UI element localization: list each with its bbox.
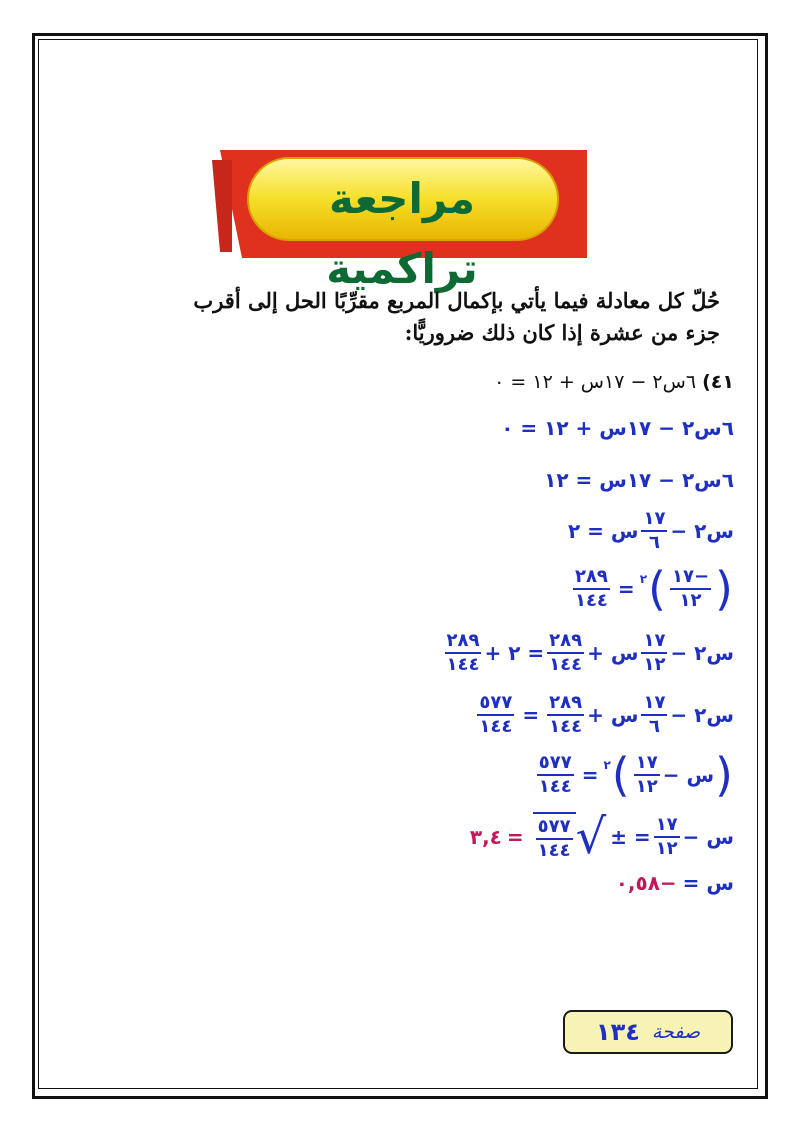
- frac-denominator: ١٢: [655, 838, 678, 859]
- step-1: ٦س٢ − ١٧س + ١٢ = ٠: [501, 416, 734, 440]
- frac-denominator: ٦: [648, 532, 660, 553]
- step-8-fraction-a: [654, 814, 680, 860]
- step-6-lhs: س٢ −: [670, 703, 734, 727]
- square-root: [533, 809, 607, 865]
- problem-equation: ٦س٢ − ١٧س + ١٢ = ٠: [494, 371, 697, 393]
- frac-denominator: ١٤٤: [538, 776, 572, 797]
- instruction-line-1: حُلّ كل معادلة فيما يأتي بإكمال المربع مقرِّبًا الحل إلى أقرب: [193, 288, 720, 313]
- variable-s: س +: [587, 703, 639, 727]
- step-3-tail: س = ٢: [567, 519, 639, 543]
- step-8-x: س −: [682, 825, 734, 849]
- step-5-lhs: س٢ −: [670, 641, 734, 665]
- step-5-fraction-c: [445, 630, 482, 676]
- step-4-power: ٢: [639, 572, 648, 586]
- step-8-approx: ٣,٤: [469, 825, 502, 849]
- open-paren: (: [715, 562, 733, 616]
- problem-41: [494, 369, 734, 395]
- step-6: [474, 692, 734, 738]
- section-banner: [212, 146, 587, 293]
- step-6-fraction-c: [477, 692, 514, 738]
- radical-sign-icon: √: [575, 809, 607, 865]
- frac-numerator: ١٧: [654, 814, 680, 838]
- step-6-fraction-b: [547, 692, 584, 738]
- step-8: [469, 809, 734, 865]
- step-7-power: ٢: [603, 758, 611, 772]
- frac-denominator: ١٤٤: [479, 716, 513, 737]
- frac-denominator: ١٤٤: [549, 654, 583, 675]
- frac-numerator: ١٧: [634, 752, 660, 776]
- frac-numerator: −١٧: [670, 566, 711, 590]
- equals-sign: =: [506, 825, 524, 849]
- open-paren: (: [715, 748, 733, 802]
- frac-numerator: ٥٧٧: [477, 692, 514, 716]
- step-7-x: س −: [662, 763, 715, 787]
- page-reference-badge: [563, 1010, 733, 1054]
- frac-denominator: ١٤٤: [446, 654, 480, 675]
- step-5-mid: = ٢ +: [484, 641, 545, 665]
- equals-sign: =: [522, 703, 540, 727]
- frac-denominator: ١٢: [679, 590, 702, 611]
- step-9-lhs: س =: [682, 871, 734, 895]
- frac-numerator: ١٧: [641, 630, 667, 654]
- frac-numerator: ١٧: [641, 692, 667, 716]
- instruction-line-2: جزء من عشرة إذا كان ذلك ضروريًّا:: [404, 320, 720, 345]
- step-4: [570, 562, 734, 616]
- step-6-fraction-a: [641, 692, 667, 738]
- step-4-rhs-fraction: [573, 566, 610, 612]
- frac-numerator: ١٧: [641, 508, 667, 532]
- step-3-lhs: س٢ −: [670, 519, 734, 543]
- page-word: صفحة: [651, 1021, 701, 1043]
- step-7: [534, 748, 734, 802]
- step-8-pm: = ±: [610, 825, 651, 849]
- step-2: ٦س٢ − ١٧س = ١٢: [544, 468, 734, 492]
- equals-sign: =: [617, 577, 635, 601]
- page-number: ١٣٤: [595, 1018, 640, 1046]
- frac-denominator: ١٤٤: [549, 716, 583, 737]
- variable-s: س +: [587, 641, 639, 665]
- frac-denominator: ١٢: [643, 654, 666, 675]
- frac-numerator: ٢٨٩: [445, 630, 482, 654]
- step-5-fraction-a: [641, 630, 667, 676]
- step-3: [568, 508, 734, 554]
- problem-number: ٤١): [702, 371, 734, 393]
- frac-denominator: ١٢: [635, 776, 658, 797]
- frac-numerator: ٢٨٩: [547, 630, 584, 654]
- frac-numerator: ٥٧٧: [536, 816, 573, 840]
- step-5-fraction-b: [547, 630, 584, 676]
- step-5: [442, 630, 735, 676]
- step-8-root-fraction: [536, 816, 573, 862]
- close-paren: ): [648, 562, 666, 616]
- close-paren: ): [611, 748, 630, 802]
- frac-numerator: ٢٨٩: [547, 692, 584, 716]
- step-7-fraction-a: [634, 752, 660, 798]
- frac-denominator: ١٤٤: [537, 840, 571, 861]
- frac-denominator: ١٤٤: [574, 590, 608, 611]
- step-4-inner-fraction: [670, 566, 711, 612]
- equals-sign: =: [581, 763, 599, 787]
- step-7-rhs-fraction: [537, 752, 574, 798]
- frac-numerator: ٥٧٧: [537, 752, 574, 776]
- step-3-fraction: [641, 508, 667, 554]
- radicand: [533, 812, 576, 862]
- frac-numerator: ٢٨٩: [573, 566, 610, 590]
- step-9-value: −٠,٥٨: [615, 871, 677, 895]
- step-9: [616, 870, 734, 896]
- frac-denominator: ٦: [648, 716, 660, 737]
- banner-title: مراجعة تراكمية: [326, 174, 478, 293]
